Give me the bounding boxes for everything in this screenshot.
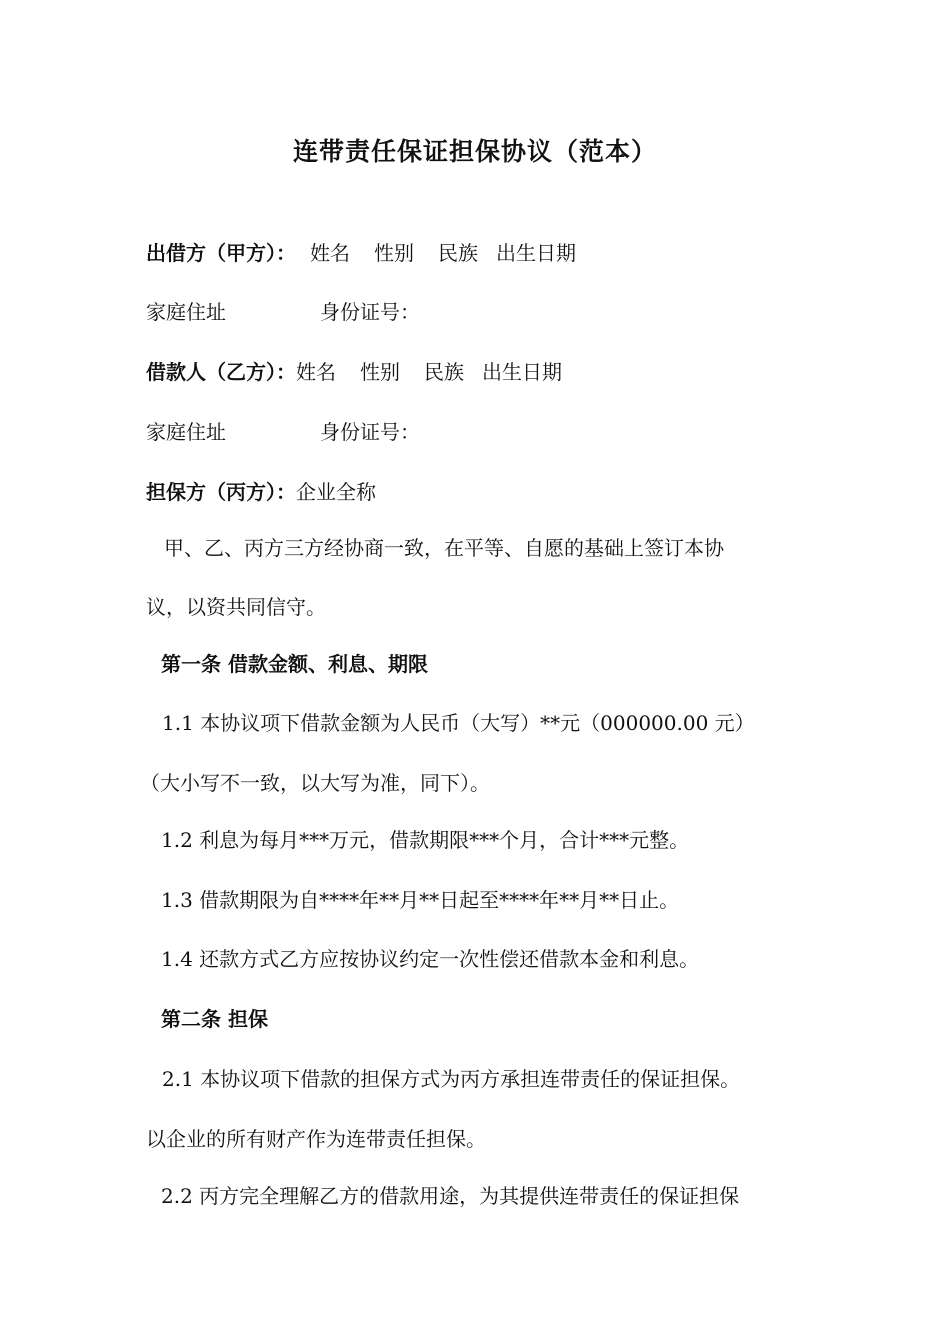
party-a-id: 身份证号： <box>320 300 420 324</box>
clause-2-1-line-2: 以企业的所有财产作为连带责任担保。 <box>146 1127 486 1151</box>
intro-line-2: 议，以资共同信守。 <box>146 595 326 619</box>
party-c-line <box>146 477 376 507</box>
clause-1-1-line-1: 1.1 本协议项下借款金额为人民币（大写）**元（000000.00 元） <box>162 711 755 735</box>
party-b-address-line <box>146 417 420 447</box>
party-b-address: 家庭住址 <box>146 420 226 444</box>
party-a-line <box>146 238 576 268</box>
party-a-address-line <box>146 297 420 327</box>
party-a-ethnicity: 民族 <box>438 241 478 265</box>
party-a-birth: 出生日期 <box>496 241 576 265</box>
intro-line-1: 甲、乙、丙方三方经协商一致，在平等、自愿的基础上签订本协 <box>164 536 724 560</box>
party-b-ethnicity: 民族 <box>424 360 464 384</box>
party-a-name: 姓名 <box>310 241 350 265</box>
party-b-name: 姓名 <box>296 360 336 384</box>
party-b-label: 借款人（乙方）： <box>146 360 296 384</box>
party-a-gender: 性别 <box>374 241 414 265</box>
party-b-gender: 性别 <box>360 360 400 384</box>
party-a-address: 家庭住址 <box>146 300 226 324</box>
clause-2-1-line-1: 2.1 本协议项下借款的担保方式为丙方承担连带责任的保证担保。 <box>162 1067 741 1091</box>
party-b-id: 身份证号： <box>320 420 420 444</box>
article-2-heading: 第二条 担保 <box>161 1007 268 1031</box>
document-title: 连带责任保证担保协议（范本） <box>292 137 657 166</box>
clause-1-1-line-2: （大小写不一致，以大写为准，同下）。 <box>140 771 490 795</box>
clause-1-3: 1.3 借款期限为自****年**月**日起至****年**月**日止。 <box>161 888 680 912</box>
party-b-line <box>146 357 562 387</box>
clause-2-2: 2.2 丙方完全理解乙方的借款用途，为其提供连带责任的保证担保 <box>161 1184 740 1208</box>
article-1-heading: 第一条 借款金额、利息、期限 <box>161 652 428 676</box>
clause-1-4: 1.4 还款方式乙方应按协议约定一次性偿还借款本金和利息。 <box>161 947 700 971</box>
party-c-company: 企业全称 <box>296 480 376 504</box>
party-b-birth: 出生日期 <box>482 360 562 384</box>
clause-1-2: 1.2 利息为每月***万元，借款期限***个月，合计***元整。 <box>161 828 690 852</box>
party-c-label: 担保方（丙方）： <box>146 480 296 504</box>
party-a-label: 出借方（甲方）： <box>146 241 296 265</box>
